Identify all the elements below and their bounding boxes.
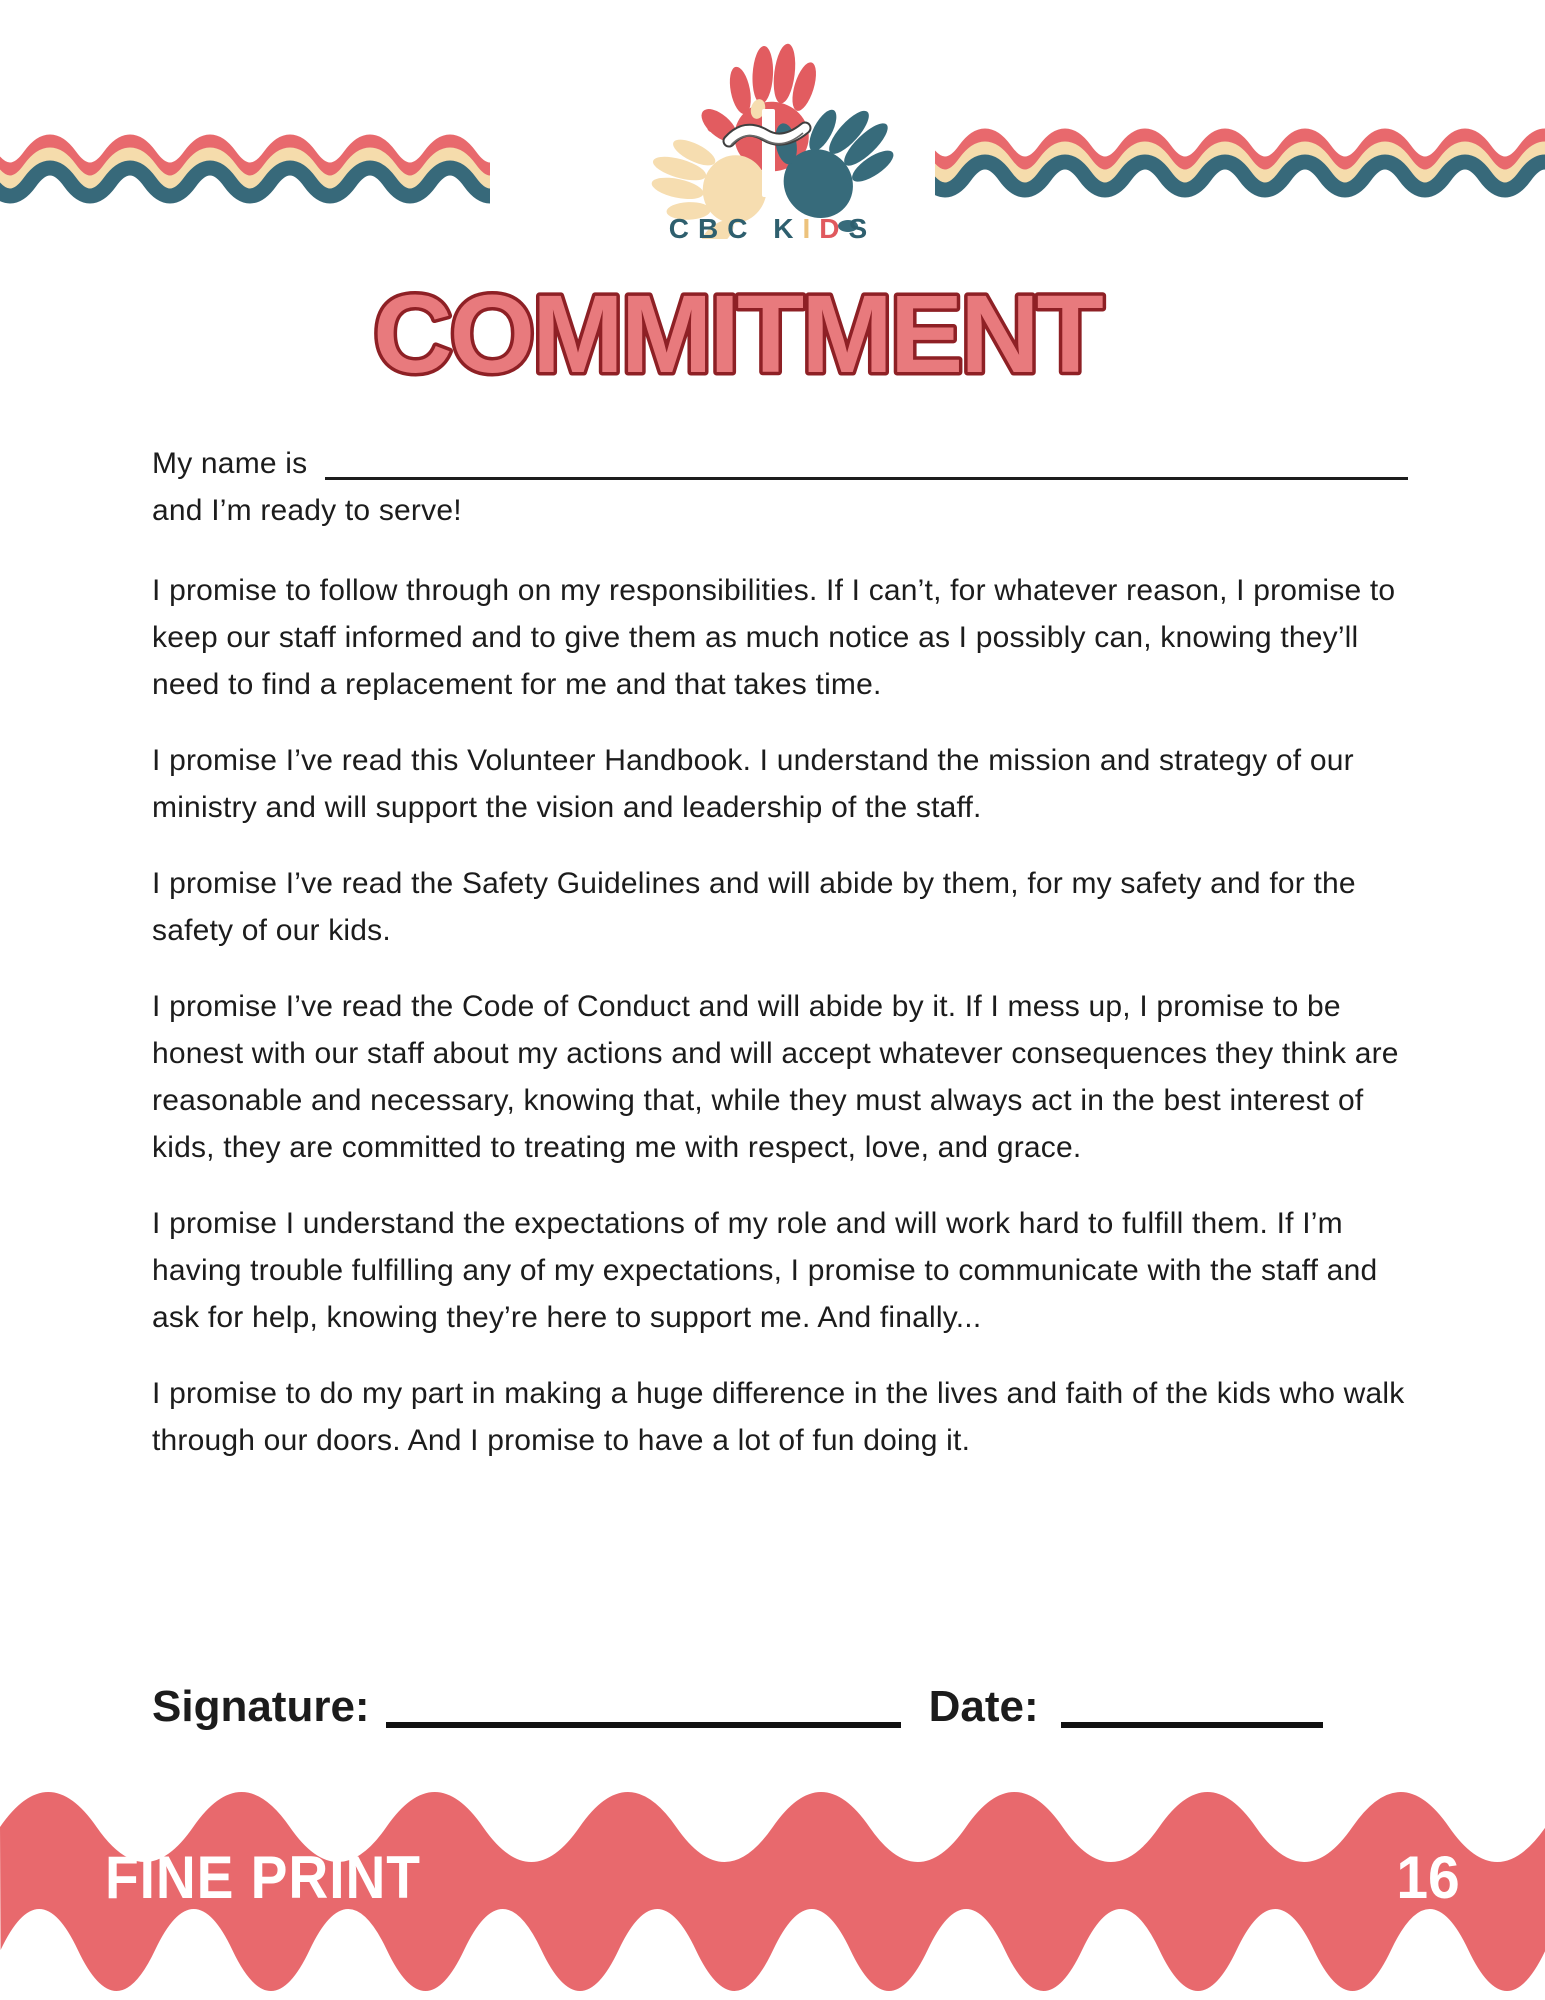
handprints-cross-icon [643,4,903,239]
name-input-line[interactable] [325,446,1408,480]
name-label: My name is [152,447,308,480]
date-label: Date: [928,1682,1039,1731]
paragraph-responsibilities: I promise to follow through on my responsibilities. If I can’t, for whatever reason, I promise to keep our staff informed and to give them as much notice as I possibly can, knowing they’ll need to find a replacement for me and that takes time. [152,574,1396,701]
signature-row [152,1682,1408,1732]
signature-label: Signature: [152,1682,370,1731]
date-input-line[interactable] [1061,1688,1323,1728]
signature-input-line[interactable] [386,1688,901,1728]
footer-band [0,1765,1545,2000]
cross-icon [762,109,775,197]
section-label: FINE PRINT [105,1844,421,1911]
paragraph-safety: I promise I’ve read the Safety Guidelines and will abide by them, for my safety and for the safety of our kids. [152,867,1356,947]
page-title: COMMITMENT [373,273,1101,396]
cbc-kids-logo [0,4,1545,245]
page-number: 16 [1396,1844,1460,1911]
page-title-wrap [0,268,1545,403]
brand-text: CBC KIDS [668,213,877,244]
paragraph-code-of-conduct: I promise I’ve read the Code of Conduct and will abide by it. If I mess up, I promise to be honest with our staff about my actions and will accept whatever consequences they think are reasonable and necessary, knowing that, while they must always act in the best interest of kids, they are committed to treating me with respect, love, and grace. [152,990,1399,1164]
paragraph-expectations: I promise I understand the expectations of my role and will work hard to fulfill them. If I’m having trouble fulfilling any of my expectations, I promise to communicate with the staff and ask for help, knowing they’re here to support me. And finally... [152,1207,1378,1334]
paragraph-difference: I promise to do my part in making a huge difference in the lives and faith of the kids who walk through our doors. And I promise to have a lot of fun doing it. [152,1377,1405,1457]
paragraph-handbook: I promise I’ve read this Volunteer Handbook. I understand the mission and strategy of our ministry and will support the vision and leadership of the staff. [152,744,1354,824]
commitment-text [152,440,1408,1493]
ready-to-serve-line: and I’m ready to serve! [152,494,462,527]
name-block [152,440,1408,534]
